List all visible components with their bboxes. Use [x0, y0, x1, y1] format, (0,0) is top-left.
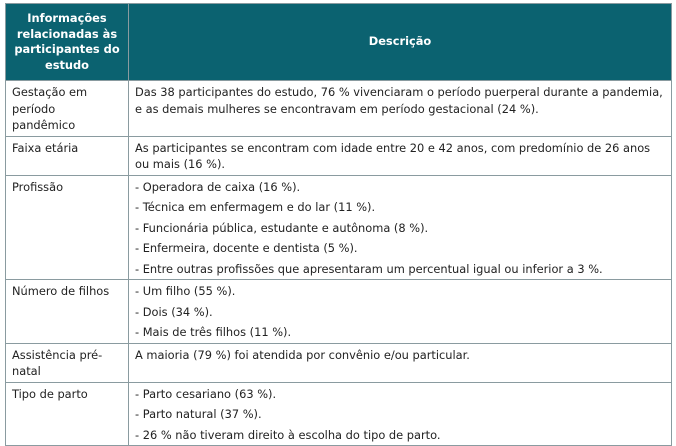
description-item: - Dois (34 %). [135, 304, 213, 319]
description-item: - Enfermeira, docente e dentista (5 %). [135, 241, 358, 255]
table-header-row [6, 4, 672, 81]
participants-table [5, 3, 672, 446]
row-label: Número de filhos [6, 280, 129, 344]
row-description [129, 280, 672, 344]
table-row [6, 343, 672, 382]
row-description [129, 81, 672, 137]
row-label: Assistência pré-natal [6, 343, 129, 382]
description-item: As participantes se encontram com idade entre 20 e 42 anos, com predomínio de 26 anos ou mais (16 %). [135, 140, 651, 171]
header-info: Informações relacionadas às participantes do estudo [6, 4, 129, 81]
table-row [6, 175, 672, 280]
description-item: Das 38 participantes do estudo, 76 % vivenciaram o período puerperal durante a pandemia, e as demais mulheres se encontravam em período gestacional (24 %). [135, 85, 663, 116]
description-item: - Operadora de caixa (16 %). [135, 179, 301, 194]
row-label: Gestação em período pandêmico [6, 81, 129, 137]
description-item: - Funcionária pública, estudante e autônoma (8 %). [135, 220, 429, 235]
header-description: Descrição [129, 4, 672, 81]
row-description [129, 175, 672, 280]
row-description [129, 136, 672, 175]
description-item: - Técnica em enfermagem e do lar (11 %). [135, 200, 376, 214]
row-label: Profissão [6, 175, 129, 280]
description-item: - Um filho (55 %). [135, 284, 236, 298]
table-row [6, 382, 672, 446]
description-item: - Entre outras profissões que apresentaram um percentual igual ou inferior a 3 %. [135, 261, 603, 276]
table-row [6, 136, 672, 175]
description-item: - Mais de três filhos (11 %). [135, 325, 292, 339]
table-row [6, 280, 672, 344]
description-item: A maioria (79 %) foi atendida por convênio e/ou particular. [135, 347, 470, 362]
row-description [129, 343, 672, 382]
table-row [6, 81, 672, 137]
description-item: - Parto cesariano (63 %). [135, 386, 277, 401]
row-label: Tipo de parto [6, 382, 129, 446]
row-description [129, 382, 672, 446]
row-label: Faixa etária [6, 136, 129, 175]
description-item: - Parto natural (37 %). [135, 407, 262, 421]
description-item: - 26 % não tiveram direito à escolha do tipo de parto. [135, 427, 441, 442]
